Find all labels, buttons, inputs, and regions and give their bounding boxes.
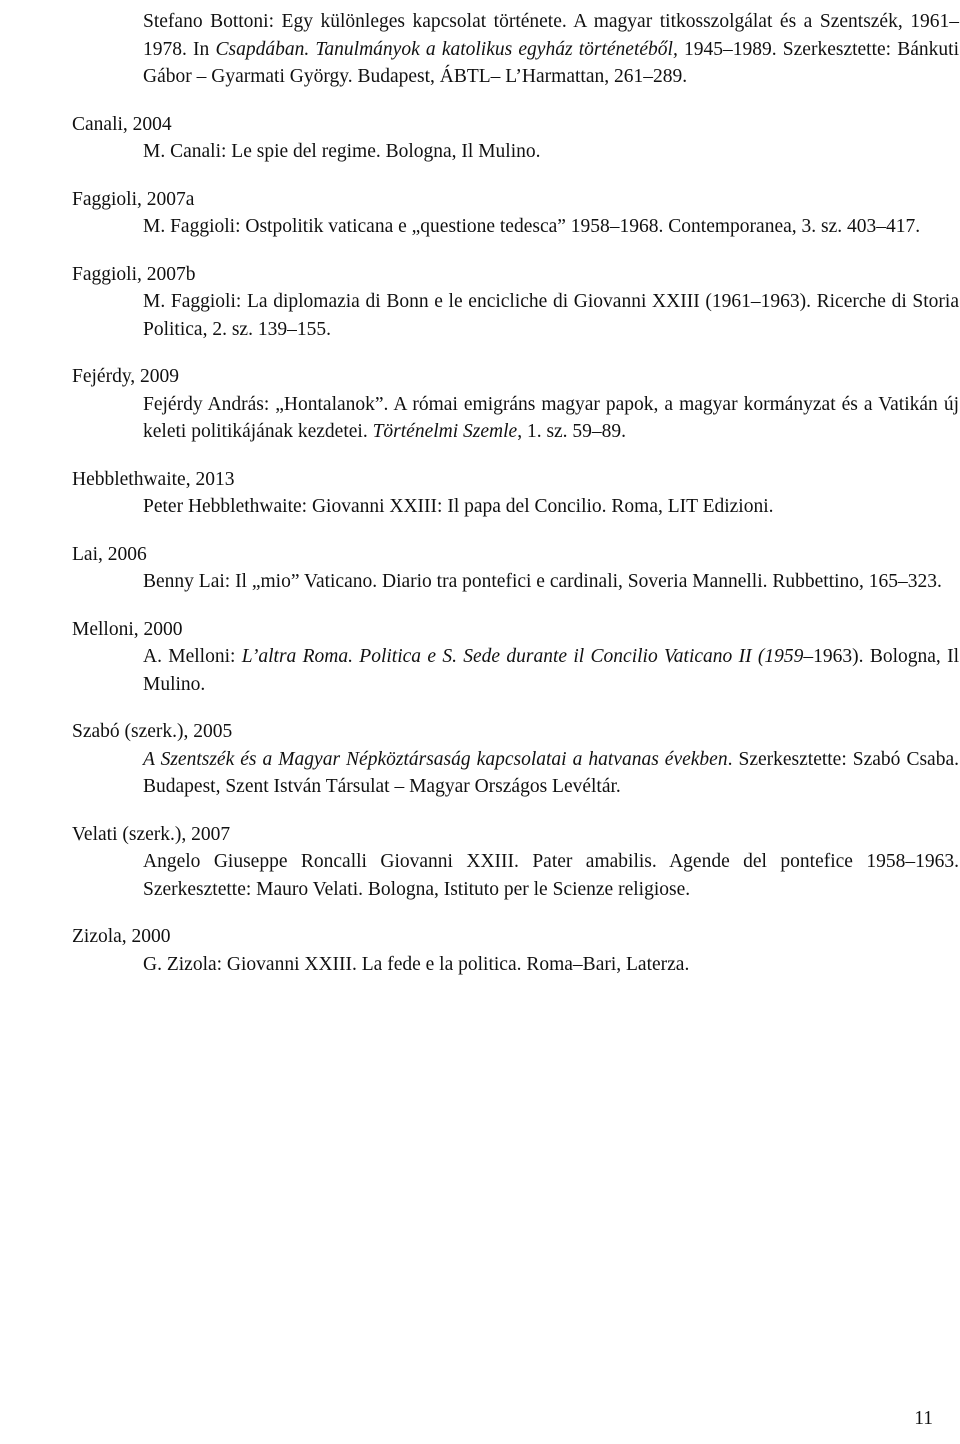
bibliography-list — [72, 8, 960, 998]
page-number: 11 — [914, 1408, 933, 1429]
citation-italic-text: Történelmi Szemle — [372, 421, 518, 442]
entry-key: Hebblethwaite, 2013 — [72, 468, 235, 490]
bibliography-entry — [72, 541, 960, 596]
citation-text: M. Faggioli: La diplomazia di Bonn e le encicliche di Giovanni XXIII (1961–1963). Ricerche di Storia Politica, 2. sz. 139–155. — [143, 291, 959, 340]
entry-key: Szabó (szerk.), 2005 — [72, 721, 233, 742]
citation-italic-text: A Szentszék és a Magyar Népköztársaság kapcsolatai a hatvanas években — [143, 748, 728, 770]
entry-key: Zizola, 2000 — [72, 926, 171, 947]
citation-text: Angelo Giuseppe Roncalli Giovanni XXIII. Pater amabilis. Agende del pontefice 1958–1963. Szerkesztette: Mauro Velati. Bologna, Istituto per le Scienze religiose. — [143, 851, 959, 900]
entry-citation — [143, 951, 959, 979]
bibliography-entry — [72, 8, 960, 91]
citation-text: Peter Hebblethwaite: Giovanni XXIII: Il papa del Concilio. Roma, LIT Edizioni. — [143, 496, 774, 517]
entry-citation — [143, 138, 959, 166]
citation-text: 1963). Bologna, Il Mulino. — [143, 646, 960, 695]
entry-citation — [143, 8, 959, 91]
bibliography-entry — [72, 616, 960, 699]
bibliography-entry — [72, 718, 960, 801]
entry-citation — [143, 213, 959, 241]
entry-citation — [143, 391, 959, 446]
bibliography-entry — [72, 466, 960, 521]
entry-key: Melloni, 2000 — [72, 618, 183, 640]
entry-citation — [143, 568, 959, 596]
citation-text: G. Zizola: Giovanni XXIII. La fede e la politica. Roma–Bari, Laterza. — [143, 953, 690, 975]
citation-text: 1945–1989. Szerkesztette: Bánkuti Gábor – Gyarmati György. Budapest, ÁBTL– L’Harmattan, 261–289. — [143, 38, 959, 87]
citation-text: M. Faggioli: Ostpolitik vaticana e „questione tedesca” 1958–1968. Contemporanea, 3. sz. 403–417. — [143, 216, 921, 237]
entry-citation — [143, 746, 959, 801]
citation-italic-text: Csapdában. Tanulmányok a katolikus egyház történetéből, — [215, 38, 678, 60]
bibliography-entry — [72, 363, 960, 446]
citation-italic-text: L’altra Roma. Politica e S. Sede durante il Concilio Vaticano II (1959– — [241, 646, 814, 667]
bibliography-entry — [72, 923, 960, 978]
entry-key: Faggioli, 2007a — [72, 188, 195, 210]
entry-citation — [143, 288, 959, 343]
entry-citation — [143, 848, 959, 903]
entry-citation — [143, 493, 959, 521]
bibliography-entry — [72, 186, 960, 241]
entry-key: Faggioli, 2007b — [72, 263, 196, 285]
bibliography-entry — [72, 111, 960, 166]
entry-key: Velati (szerk.), 2007 — [72, 823, 231, 845]
citation-text: Benny Lai: Il „mio” Vaticano. Diario tra pontefici e cardinali, Soveria Mannelli. Rubbettino, 165–323. — [143, 571, 942, 592]
citation-text: M. Canali: Le spie del regime. Bologna, Il Mulino. — [143, 141, 541, 162]
entry-key: Canali, 2004 — [72, 113, 172, 135]
entry-key: Lai, 2006 — [72, 543, 147, 565]
citation-text: . Szerkesztette: Szabó Csaba. Budapest, Szent István Társulat – Magyar Országos Levéltár. — [143, 748, 959, 797]
bibliography-entry — [72, 261, 960, 344]
citation-text: Stefano Bottoni: Egy különleges kapcsolat története. A magyar titkosszolgálat és a Szentszék, 1961–1978. In — [143, 11, 959, 60]
bibliography-entry — [72, 821, 960, 904]
entry-citation — [143, 643, 959, 698]
citation-text: A. Melloni: — [143, 646, 242, 667]
entry-key: Fejérdy, 2009 — [72, 366, 180, 387]
citation-text: , 1. sz. 59–89. — [517, 421, 627, 442]
citation-text: Fejérdy András: „Hontalanok”. A római emigráns magyar papok, a magyar kormányzat és a Vatikán új keleti politikájának kezdetei. — [143, 393, 959, 442]
